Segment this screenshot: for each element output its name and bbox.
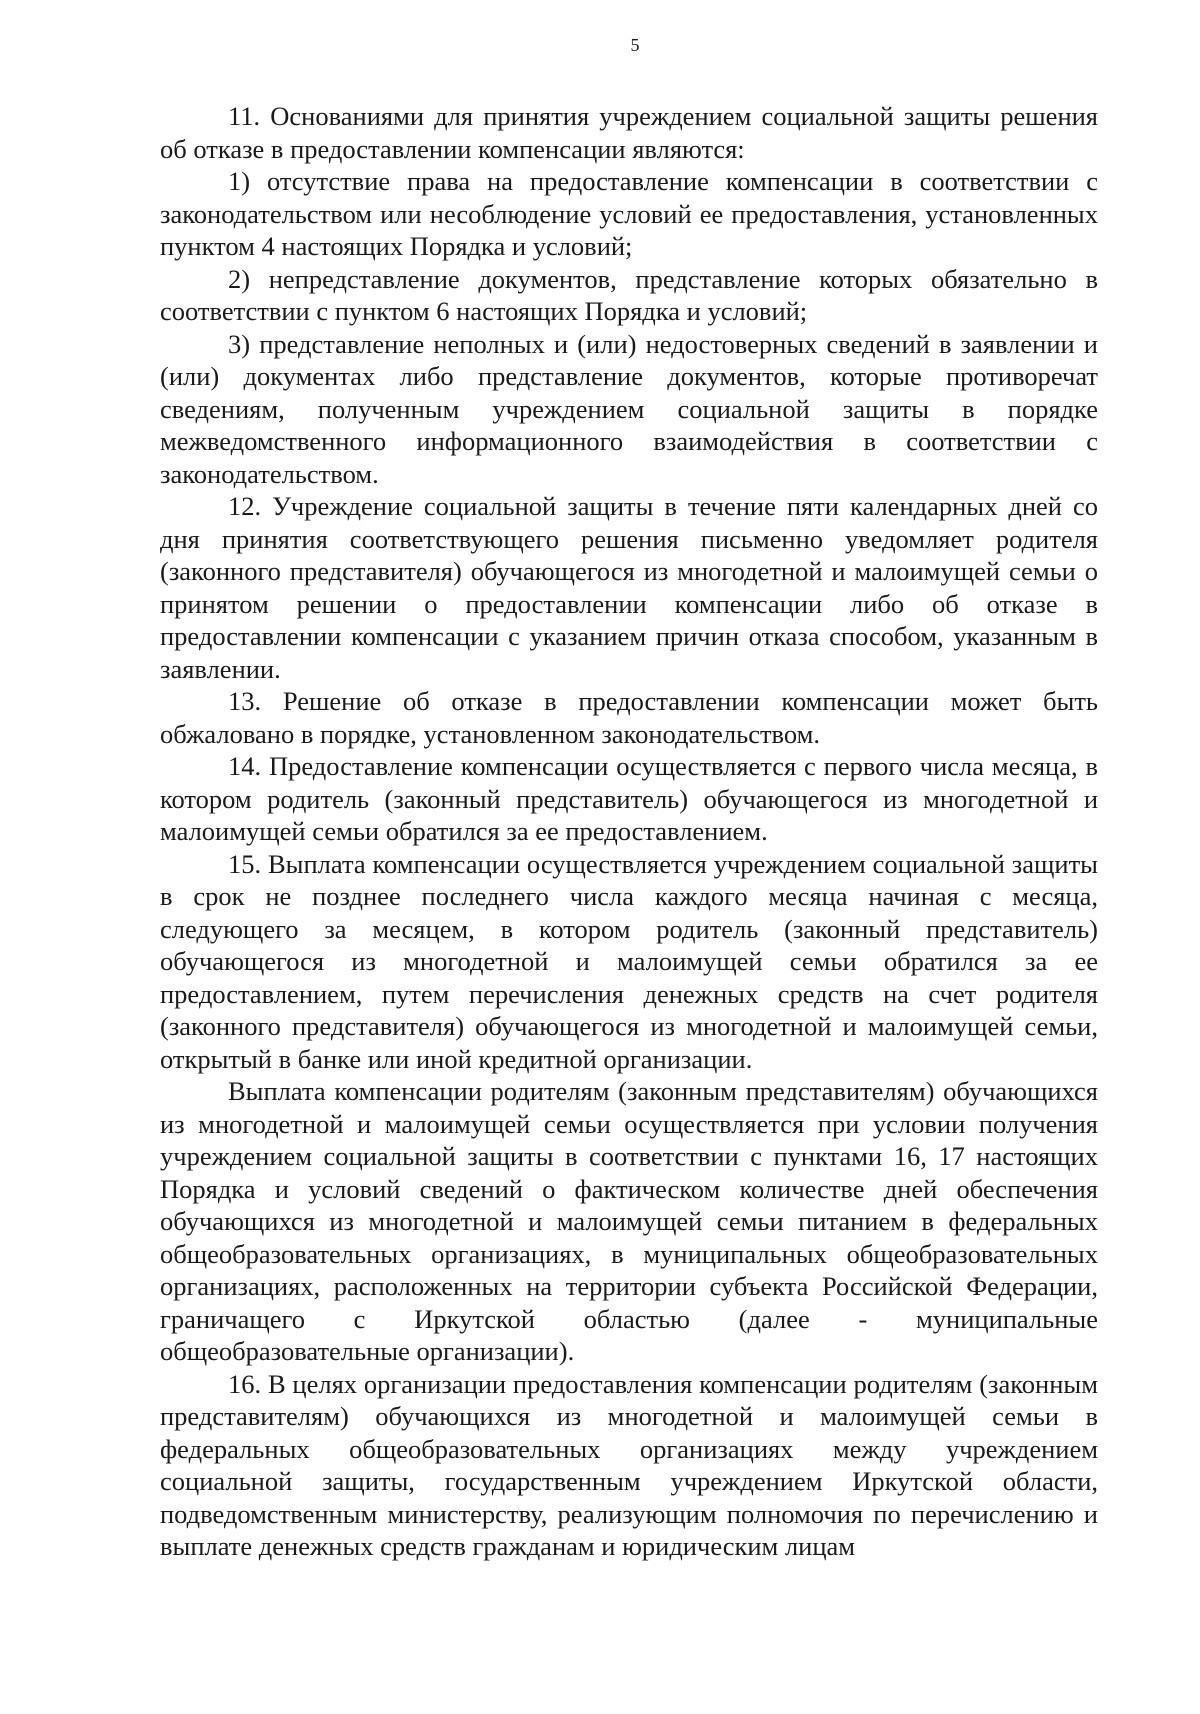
paragraph-11: 11. Основаниями для принятия учреждением социальной защиты решения об отказе в предоставлении компенсации являются: — [160, 101, 1098, 164]
paragraph-15-continuation: Выплата компенсации родителям (законным представителям) обучающихся из многодетной и малоимущей семьи осуществляется при условии получения учреждением социальной защиты в соответствии с пунктами 16, 17 настоящих Порядка и условий сведений о фактическом количестве дней обеспечения обучающихся из многодетной и малоимущей семьи питанием в федеральных общеобразовательных организациях, в муниципальных общеобразовательных организациях, расположенных на территории субъекта Российской Федерации, граничащего с Иркутской областью (далее - муниципальные общеобразовательные организации). — [160, 1076, 1098, 1366]
document-body — [160, 100, 1098, 1563]
paragraph-14: 14. Предоставление компенсации осуществляется с первого числа месяца, в котором родитель (законный представитель) обучающегося из многодетной и малоимущей семьи обратился за ее предоставлением. — [160, 751, 1098, 846]
paragraph-16: 16. В целях организации предоставления компенсации родителям (законным представителям) обучающихся из многодетной и малоимущей семьи в федеральных общеобразовательных организациях между учреждением социальной защиты, государственным учреждением Иркутской области, подведомственным министерству, реализующим полномочия по перечислению и выплате денежных средств гражданам и юридическим лицам — [160, 1368, 1098, 1561]
page-number: 5 — [630, 35, 640, 55]
paragraph-12: 12. Учреждение социальной защиты в течение пяти календарных дней со дня принятия соответствующего решения письменно уведомляет родителя (законного представителя) обучающегося из многодетной и малоимущей семьи о принятом решении о предоставлении компенсации либо об отказе в предоставлении компенсации с указанием причин отказа способом, указанным в заявлении. — [160, 491, 1098, 684]
paragraph-11-item-2: 2) непредставление документов, представление которых обязательно в соответствии с пунктом 6 настоящих Порядка и условий; — [160, 263, 1098, 326]
paragraph-11-item-3: 3) представление неполных и (или) недостоверных сведений в заявлении и (или) документах либо представление документов, которые противоречат сведениям, полученным учреждением социальной защиты в порядке межведомственного информационного взаимодействия в соответствии с законодательством. — [160, 328, 1098, 489]
paragraph-15: 15. Выплата компенсации осуществляется учреждением социальной защиты в срок не позднее последнего числа каждого месяца начиная с месяца, следующего за месяцем, в котором родитель (законный представитель) обучающегося из многодетной и малоимущей семьи обратился за ее предоставлением, путем перечисления денежных средств на счет родителя (законного представителя) обучающегося из многодетной и малоимущей семьи, открытый в банке или иной кредитной организации. — [160, 848, 1098, 1074]
paragraph-13: 13. Решение об отказе в предоставлении компенсации может быть обжаловано в порядке, установленном законодательством. — [160, 686, 1098, 749]
paragraph-11-item-1: 1) отсутствие права на предоставление компенсации в соответствии с законодательством или несоблюдение условий ее предоставления, установленных пунктом 4 настоящих Порядка и условий; — [160, 166, 1098, 261]
